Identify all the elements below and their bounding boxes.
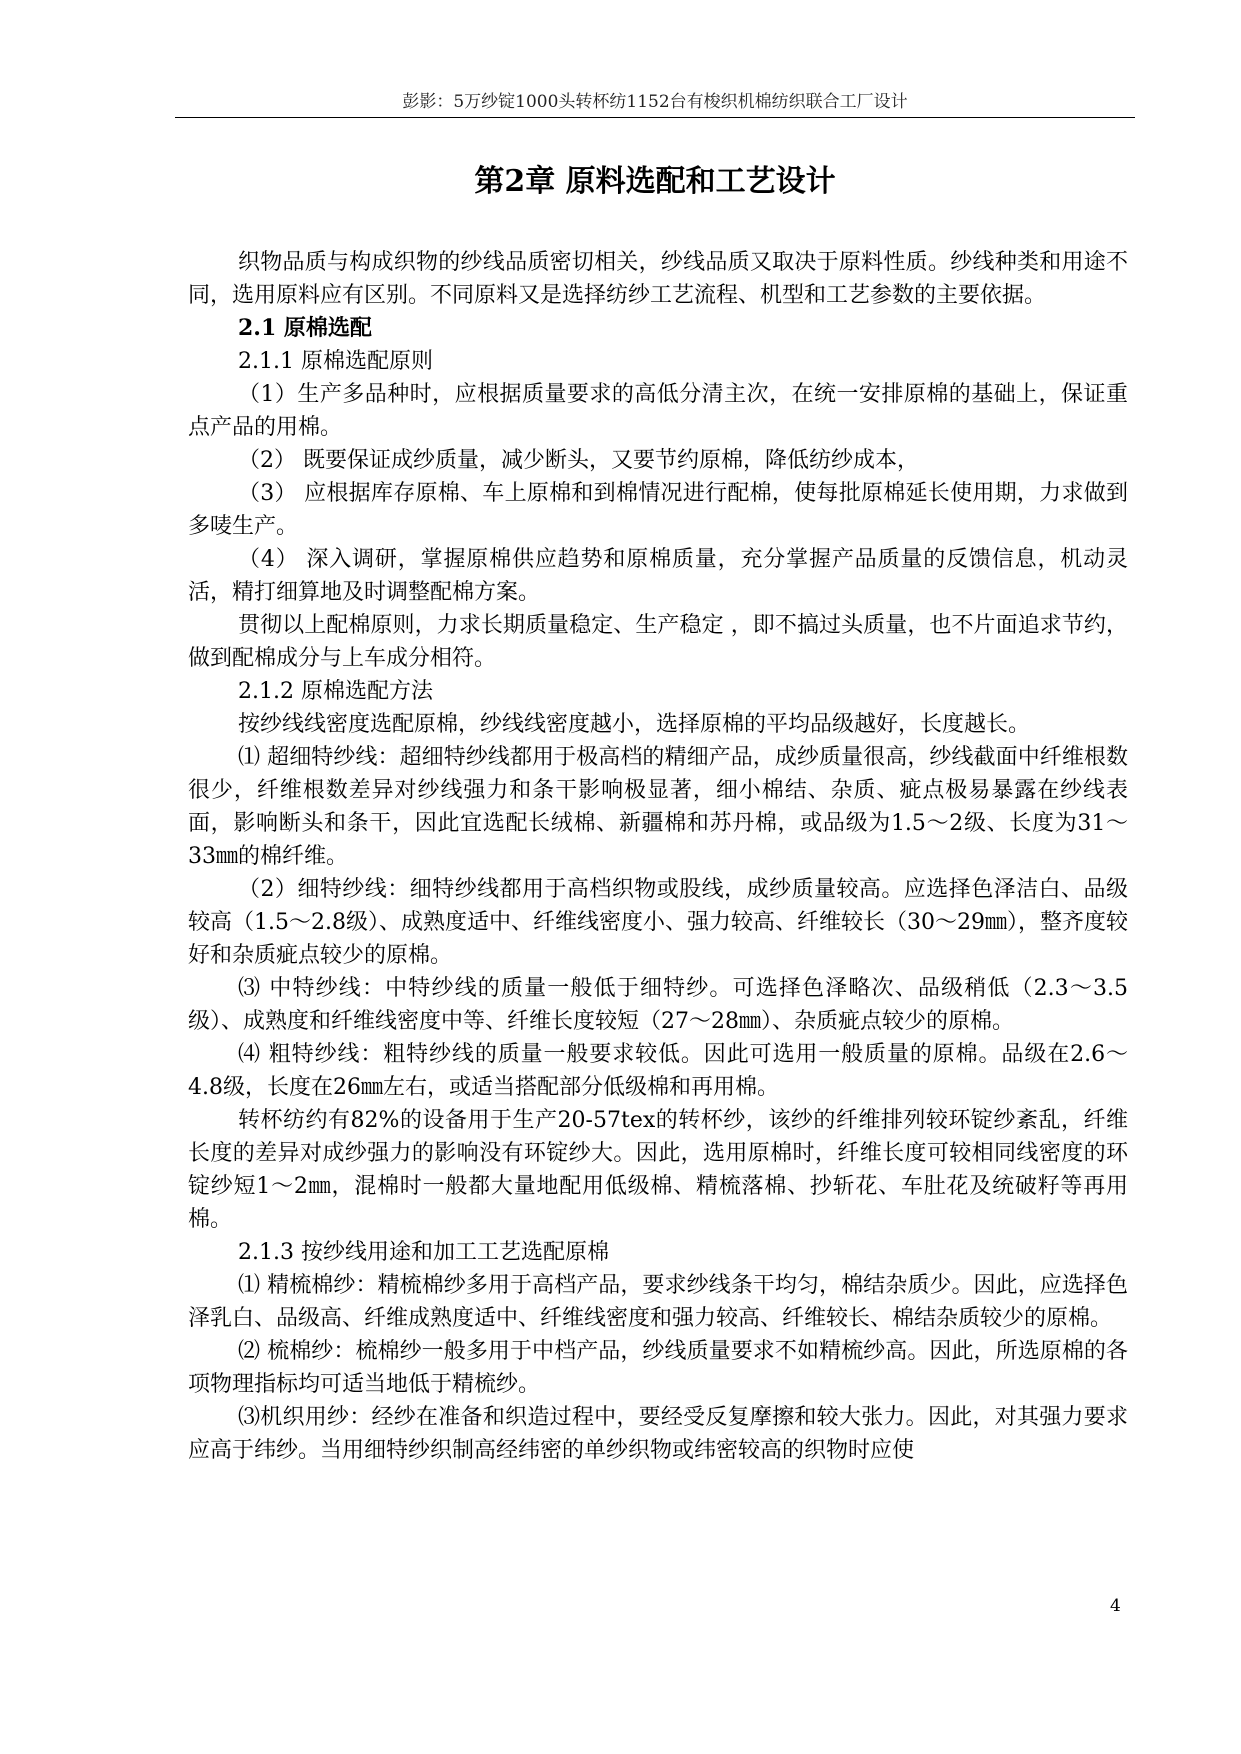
- paragraph: ⑶机织用纱：经纱在准备和织造过程中，要经受反复摩擦和较大张力。因此，对其强力要求应高于纬纱。当用细特纱织制高经纬密的单纱织物或纬密较高的织物时应使: [188, 1405, 1128, 1463]
- paragraph: ⑴ 超细特纱线：超细特纱线都用于极高档的精细产品，成纱质量很高，纱线截面中纤维根数很少，纤维根数差异对纱线强力和条干影响极显著，细小棉结、杂质、疵点极易暴露在纱线表面，影响断头和条干，因此宜选配长绒棉、新疆棉和苏丹棉，或品级为1.5～2级、长度为31～33㎜的棉纤维。: [188, 745, 1128, 869]
- paragraph: 织物品质与构成织物的纱线品质密切相关，纱线品质又取决于原料性质。纱线种类和用途不同，选用原料应有区别。不同原料又是选择纺纱工艺流程、机型和工艺参数的主要依据。: [188, 250, 1128, 308]
- paragraph: （4） 深入调研，掌握原棉供应趋势和原棉质量，充分掌握产品质量的反馈信息，机动灵活，精打细算地及时调整配棉方案。: [188, 547, 1128, 605]
- paragraph: ⑶ 中特纱线：中特纱线的质量一般低于细特纱。可选择色泽略次、品级稍低（2.3～3.5级）、成熟度和纤维线密度中等、纤维长度较短（27～28㎜）、杂质疵点较少的原棉。: [188, 976, 1128, 1034]
- subsection-heading: 2.1.3 按纱线用途和加工工艺选配原棉: [238, 1240, 609, 1265]
- paragraph: ⑵ 梳棉纱：梳棉纱一般多用于中档产品，纱线质量要求不如精梳纱高。因此，所选原棉的各项物理指标均可适当地低于精梳纱。: [188, 1339, 1128, 1397]
- chapter-title: 第2章 原料选配和工艺设计: [474, 164, 836, 199]
- paragraph: 贯彻以上配棉原则，力求长期质量稳定、生产稳定 ，即不搞过头质量，也不片面追求节约，做到配棉成分与上车成分相符。: [188, 613, 1128, 671]
- header-divider: [175, 117, 1135, 118]
- paragraph: ⑷ 粗特纱线：粗特纱线的质量一般要求较低。因此可选用一般质量的原棉。品级在2.6～4.8级，长度在26㎜左右，或适当搭配部分低级棉和再用棉。: [188, 1042, 1128, 1100]
- paragraph: 转杯纺约有82%的设备用于生产20-57tex的转杯纱，该纱的纤维排列较环锭纱紊乱，纤维长度的差异对成纱强力的影响没有环锭纱大。因此，选用原棉时，纤维长度可较相同线密度的环锭纱短1～2㎜，混棉时一般都大量地配用低级棉、精梳落棉、抄斩花、车肚花及统破籽等再用棉。: [188, 1108, 1128, 1232]
- subsection-heading: 2.1.2 原棉选配方法: [238, 679, 433, 704]
- paragraph: 按纱线线密度选配原棉，纱线线密度越小，选择原棉的平均品级越好，长度越长。: [238, 712, 1031, 737]
- paragraph: （2） 既要保证成纱质量，减少断头，又要节约原棉，降低纺纱成本，: [238, 448, 919, 473]
- paragraph: （1）生产多品种时，应根据质量要求的高低分清主次，在统一安排原棉的基础上，保证重点产品的用棉。: [188, 382, 1128, 440]
- paragraph: ⑴ 精梳棉纱：精梳棉纱多用于高档产品，要求纱线条干均匀，棉结杂质少。因此，应选择色泽乳白、品级高、纤维成熟度适中、纤维线密度和强力较高、纤维较长、棉结杂质较少的原棉。: [188, 1273, 1128, 1331]
- page-number: 4: [1110, 1596, 1121, 1616]
- running-header: 彭影：5万纱锭1000头转杯纺1152台有梭织机棉纺织联合工厂设计: [402, 92, 908, 112]
- section-heading: 2.1 原棉选配: [238, 315, 372, 341]
- paragraph: （2）细特纱线：细特纱线都用于高档织物或股线，成纱质量较高。应选择色泽洁白、品级较高（1.5～2.8级）、成熟度适中、纤维线密度小、强力较高、纤维较长（30～29㎜），整齐度较好和杂质疵点较少的原棉。: [188, 877, 1128, 968]
- paragraph: （3） 应根据库存原棉、车上原棉和到棉情况进行配棉，使每批原棉延长使用期，力求做到多唛生产。: [188, 481, 1128, 539]
- document-body: [188, 246, 1128, 1467]
- subsection-heading: 2.1.1 原棉选配原则: [238, 349, 433, 374]
